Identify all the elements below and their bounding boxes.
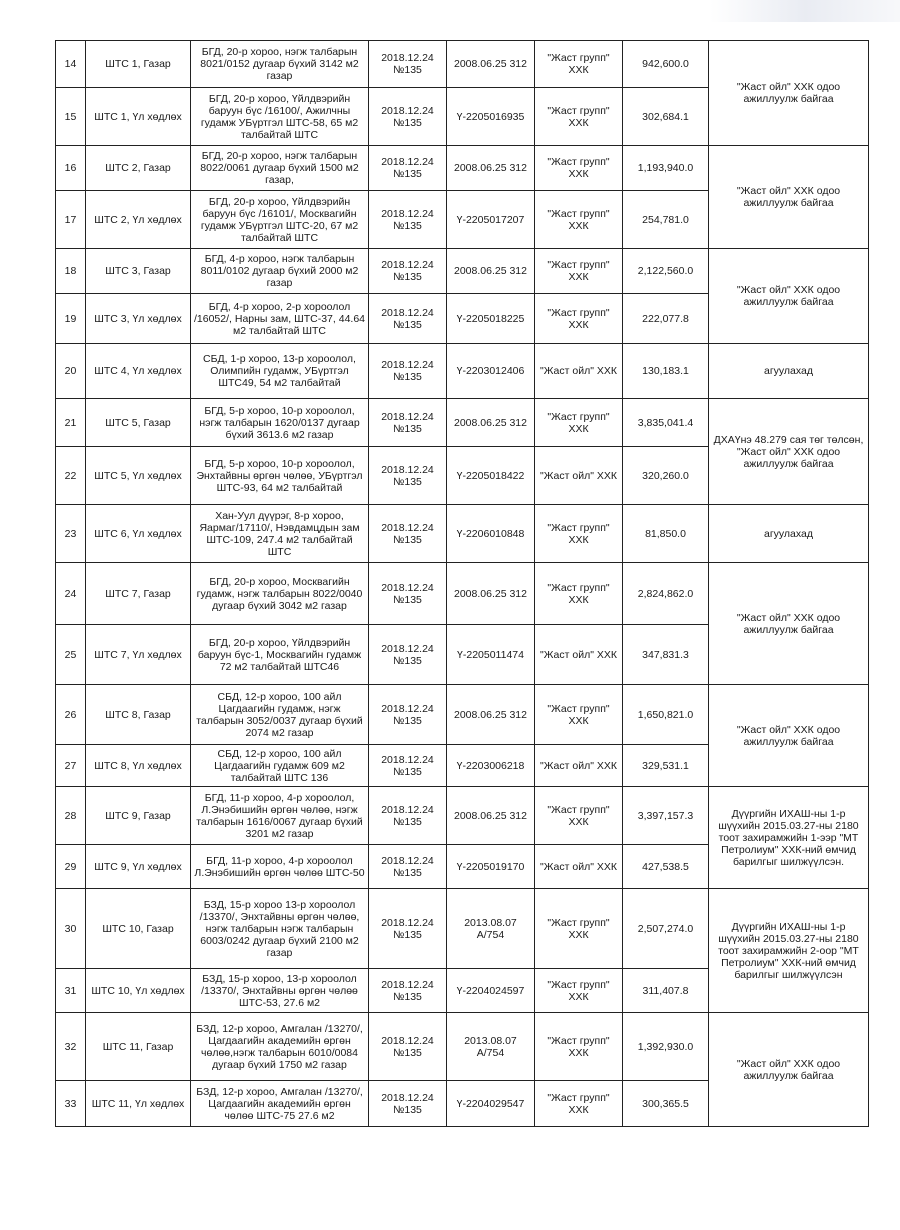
reference-cell: Ү-2205018225	[447, 294, 535, 344]
reference-cell: 2008.06.25 312	[447, 249, 535, 294]
reference-cell: 2013.08.07 А/754	[447, 1013, 535, 1081]
owner-cell: "Жаст ойл" ХХК	[535, 447, 623, 505]
table-row	[56, 685, 869, 745]
date-cell: 2018.12.24 №135	[369, 344, 447, 399]
address-cell: БГД, 20-р хороо, Москвагийн гудамж, нэгж талбарын 8022/0040 дугаар бүхий 3042 м2 газар	[191, 563, 369, 625]
row-number: 22	[56, 447, 86, 505]
date-cell: 2018.12.24 №135	[369, 889, 447, 969]
station-name: ШТС 3, Үл хөдлөх	[86, 294, 191, 344]
reference-cell: 2013.08.07 А/754	[447, 889, 535, 969]
owner-cell: "Жаст ойл" ХХК	[535, 625, 623, 685]
date-cell: 2018.12.24 №135	[369, 787, 447, 845]
amount-cell: 1,650,821.0	[623, 685, 709, 745]
row-number: 15	[56, 88, 86, 146]
row-number: 23	[56, 505, 86, 563]
date-cell: 2018.12.24 №135	[369, 146, 447, 191]
amount-cell: 3,835,041.4	[623, 399, 709, 447]
reference-cell: Ү-2206010848	[447, 505, 535, 563]
reference-cell: Ү-2205019170	[447, 845, 535, 889]
row-number: 26	[56, 685, 86, 745]
station-name: ШТС 5, Газар	[86, 399, 191, 447]
date-cell: 2018.12.24 №135	[369, 41, 447, 88]
address-cell: БГД, 11-р хороо, 4-р хороолол Л.Энэбишийн өргөн чөлөө ШТС-50	[191, 845, 369, 889]
owner-cell: "Жаст групп" ХХК	[535, 685, 623, 745]
row-number: 31	[56, 969, 86, 1013]
row-number: 21	[56, 399, 86, 447]
table-row	[56, 344, 869, 399]
address-cell: СБД, 12-р хороо, 100 айл Цагдаагийн гудамж, нэгж талбарын 3052/0037 дугаар бүхий 2074 м2 газар	[191, 685, 369, 745]
station-name: ШТС 5, Үл хөдлөх	[86, 447, 191, 505]
amount-cell: 2,507,274.0	[623, 889, 709, 969]
reference-cell: Ү-2203012406	[447, 344, 535, 399]
row-number: 18	[56, 249, 86, 294]
date-cell: 2018.12.24 №135	[369, 1081, 447, 1127]
amount-cell: 300,365.5	[623, 1081, 709, 1127]
date-cell: 2018.12.24 №135	[369, 969, 447, 1013]
station-name: ШТС 7, Үл хөдлөх	[86, 625, 191, 685]
table-row	[56, 563, 869, 625]
address-cell: СБД, 12-р хороо, 100 айл Цагдаагийн гудамж 609 м2 талбайтай ШТС 136	[191, 745, 369, 787]
station-name: ШТС 6, Үл хөдлөх	[86, 505, 191, 563]
amount-cell: 302,684.1	[623, 88, 709, 146]
note-cell: ДХАҮнэ 48.279 сая төг төлсөн, "Жаст ойл" ХХК одоо ажиллуулж байгаа	[709, 399, 869, 505]
owner-cell: "Жаст групп" ХХК	[535, 889, 623, 969]
reference-cell: 2008.06.25 312	[447, 41, 535, 88]
station-name: ШТС 8, Газар	[86, 685, 191, 745]
date-cell: 2018.12.24 №135	[369, 447, 447, 505]
note-cell: "Жаст ойл" ХХК одоо ажиллуулж байгаа	[709, 41, 869, 146]
address-cell: БГД, 20-р хороо, нэгж талбарын 8022/0061 дугаар бүхий 1500 м2 газар,	[191, 146, 369, 191]
station-name: ШТС 7, Газар	[86, 563, 191, 625]
owner-cell: "Жаст групп" ХХК	[535, 1081, 623, 1127]
scan-smudge	[710, 0, 900, 22]
station-name: ШТС 9, Газар	[86, 787, 191, 845]
owner-cell: "Жаст групп" ХХК	[535, 191, 623, 249]
reference-cell: Ү-2205018422	[447, 447, 535, 505]
address-cell: БГД, 4-р хороо, 2-р хороолол /16052/, Нарны зам, ШТС-37, 44.64 м2 талбайтай ШТС	[191, 294, 369, 344]
station-name: ШТС 1, Газар	[86, 41, 191, 88]
owner-cell: "Жаст групп" ХХК	[535, 249, 623, 294]
amount-cell: 81,850.0	[623, 505, 709, 563]
owner-cell: "Жаст ойл" ХХК	[535, 845, 623, 889]
station-name: ШТС 1, Үл хөдлөх	[86, 88, 191, 146]
amount-cell: 2,122,560.0	[623, 249, 709, 294]
date-cell: 2018.12.24 №135	[369, 505, 447, 563]
note-cell: "Жаст ойл" ХХК одоо ажиллуулж байгаа	[709, 685, 869, 787]
owner-cell: "Жаст групп" ХХК	[535, 969, 623, 1013]
station-name: ШТС 9, Үл хөдлөх	[86, 845, 191, 889]
amount-cell: 942,600.0	[623, 41, 709, 88]
date-cell: 2018.12.24 №135	[369, 249, 447, 294]
reference-cell: 2008.06.25 312	[447, 399, 535, 447]
date-cell: 2018.12.24 №135	[369, 625, 447, 685]
amount-cell: 329,531.1	[623, 745, 709, 787]
note-cell: Дүүргийн ИХАШ-ны 1-р шүүхийн 2015.03.27-ны 2180 тоот захирамжийн 2-оор "МТ Петролиум" ХХК-ний өмчид барилгыг шилжүүлсэн	[709, 889, 869, 1013]
reference-cell: 2008.06.25 312	[447, 563, 535, 625]
row-number: 25	[56, 625, 86, 685]
date-cell: 2018.12.24 №135	[369, 563, 447, 625]
date-cell: 2018.12.24 №135	[369, 399, 447, 447]
table-row	[56, 249, 869, 294]
reference-cell: 2008.06.25 312	[447, 685, 535, 745]
amount-cell: 347,831.3	[623, 625, 709, 685]
amount-cell: 320,260.0	[623, 447, 709, 505]
reference-cell: 2008.06.25 312	[447, 787, 535, 845]
address-cell: БЗД, 15-р хороо 13-р хороолол /13370/, Энхтайвны өргөн чөлөө, нэгж талбарын нэгж талбарын 6003/0242 дугаар бүхий 2100 м2 газар	[191, 889, 369, 969]
amount-cell: 311,407.8	[623, 969, 709, 1013]
owner-cell: "Жаст групп" ХХК	[535, 88, 623, 146]
address-cell: Хан-Уул дүүрэг, 8-р хороо, Яармаг/17110/, Нэвдамцдын зам ШТС-109, 247.4 м2 талбайтай ШТС	[191, 505, 369, 563]
reference-cell: Ү-2205016935	[447, 88, 535, 146]
station-name: ШТС 11, Газар	[86, 1013, 191, 1081]
table-row	[56, 41, 869, 88]
row-number: 20	[56, 344, 86, 399]
station-name: ШТС 4, Үл хөдлөх	[86, 344, 191, 399]
table-row	[56, 889, 869, 969]
station-name: ШТС 2, Газар	[86, 146, 191, 191]
owner-cell: "Жаст групп" ХХК	[535, 399, 623, 447]
address-cell: БГД, 4-р хороо, нэгж талбарын 8011/0102 дугаар бүхий 2000 м2 газар	[191, 249, 369, 294]
reference-cell: Ү-2203006218	[447, 745, 535, 787]
address-cell: БГД, 5-р хороо, 10-р хороолол, нэгж талбарын 1620/0137 дугаар бүхий 3613.6 м2 газар	[191, 399, 369, 447]
row-number: 28	[56, 787, 86, 845]
row-number: 17	[56, 191, 86, 249]
row-number: 24	[56, 563, 86, 625]
note-cell: агуулахад	[709, 505, 869, 563]
owner-cell: "Жаст групп" ХХК	[535, 41, 623, 88]
amount-cell: 427,538.5	[623, 845, 709, 889]
amount-cell: 3,397,157.3	[623, 787, 709, 845]
row-number: 30	[56, 889, 86, 969]
amount-cell: 254,781.0	[623, 191, 709, 249]
address-cell: БГД, 11-р хороо, 4-р хороолол, Л.Энэбишийн өргөн чөлөө, нэгж талбарын 1616/0067 дугаар бүхий 3201 м2 газар	[191, 787, 369, 845]
station-name: ШТС 11, Үл хөдлөх	[86, 1081, 191, 1127]
table-row	[56, 146, 869, 191]
owner-cell: "Жаст групп" ХХК	[535, 505, 623, 563]
row-number: 29	[56, 845, 86, 889]
reference-cell: Ү-2204024597	[447, 969, 535, 1013]
date-cell: 2018.12.24 №135	[369, 191, 447, 249]
reference-cell: Ү-2204029547	[447, 1081, 535, 1127]
note-cell: "Жаст ойл" ХХК одоо ажиллуулж байгаа	[709, 563, 869, 685]
station-name: ШТС 3, Газар	[86, 249, 191, 294]
amount-cell: 130,183.1	[623, 344, 709, 399]
row-number: 27	[56, 745, 86, 787]
address-cell: БЗД, 12-р хороо, Амгалан /13270/, Цагдаагийн академийн өргөн чөлөө,нэгж талбарын 6010/0084 дугаар бүхий 1750 м2 газар	[191, 1013, 369, 1081]
note-cell: "Жаст ойл" ХХК одоо ажиллуулж байгаа	[709, 146, 869, 249]
owner-cell: "Жаст групп" ХХК	[535, 787, 623, 845]
owner-cell: "Жаст групп" ХХК	[535, 294, 623, 344]
table-row	[56, 787, 869, 845]
date-cell: 2018.12.24 №135	[369, 845, 447, 889]
date-cell: 2018.12.24 №135	[369, 745, 447, 787]
address-cell: СБД, 1-р хороо, 13-р хороолол, Олимпийн гудамж, УБүртгэл ШТС49, 54 м2 талбайтай	[191, 344, 369, 399]
station-name: ШТС 10, Үл хөдлөх	[86, 969, 191, 1013]
table-row	[56, 399, 869, 447]
date-cell: 2018.12.24 №135	[369, 88, 447, 146]
amount-cell: 1,193,940.0	[623, 146, 709, 191]
reference-cell: 2008.06.25 312	[447, 146, 535, 191]
amount-cell: 2,824,862.0	[623, 563, 709, 625]
note-cell: агуулахад	[709, 344, 869, 399]
note-cell: Дүүргийн ИХАШ-ны 1-р шүүхийн 2015.03.27-ны 2180 тоот захирамжийн 1-ээр "МТ Петролиум" ХХК-ний өмчид барилгыг шилжүүлсэн.	[709, 787, 869, 889]
amount-cell: 222,077.8	[623, 294, 709, 344]
owner-cell: "Жаст групп" ХХК	[535, 563, 623, 625]
station-name: ШТС 2, Үл хөдлөх	[86, 191, 191, 249]
date-cell: 2018.12.24 №135	[369, 294, 447, 344]
address-cell: БГД, 20-р хороо, Үйлдвэрийн баруун бүс /16100/, Ажилчны гудамж УБүртгэл ШТС-58, 65 м2 талбайтай ШТС	[191, 88, 369, 146]
owner-cell: "Жаст групп" ХХК	[535, 1013, 623, 1081]
address-cell: БГД, 20-р хороо, Үйлдвэрийн баруун бүс /16101/, Москвагийн гудамж УБүртгэл ШТС-20, 67 м2 талбайтай ШТС	[191, 191, 369, 249]
table-row	[56, 505, 869, 563]
reference-cell: Ү-2205017207	[447, 191, 535, 249]
station-name: ШТС 8, Үл хөдлөх	[86, 745, 191, 787]
address-cell: БЗД, 12-р хороо, Амгалан /13270/, Цагдаагийн академийн өргөн чөлөө ШТС-75 27.6 м2	[191, 1081, 369, 1127]
row-number: 14	[56, 41, 86, 88]
owner-cell: "Жаст групп" ХХК	[535, 146, 623, 191]
note-cell: "Жаст ойл" ХХК одоо ажиллуулж байгаа	[709, 249, 869, 344]
address-cell: БГД, 5-р хороо, 10-р хороолол, Энхтайвны өргөн чөлөө, УБүртгэл ШТС-93, 64 м2 талбайтай	[191, 447, 369, 505]
reference-cell: Ү-2205011474	[447, 625, 535, 685]
table-row	[56, 1013, 869, 1081]
address-cell: БЗД, 15-р хороо, 13-р хороолол /13370/, Энхтайвны өргөн чөлөө ШТС-53, 27.6 м2	[191, 969, 369, 1013]
note-cell: "Жаст ойл" ХХК одоо ажиллуулж байгаа	[709, 1013, 869, 1127]
owner-cell: "Жаст ойл" ХХК	[535, 344, 623, 399]
row-number: 33	[56, 1081, 86, 1127]
station-name: ШТС 10, Газар	[86, 889, 191, 969]
address-cell: БГД, 20-р хороо, Үйлдвэрийн баруун бүс-1, Москвагийн гудамж 72 м2 талбайтай ШТС46	[191, 625, 369, 685]
date-cell: 2018.12.24 №135	[369, 685, 447, 745]
row-number: 32	[56, 1013, 86, 1081]
owner-cell: "Жаст ойл" ХХК	[535, 745, 623, 787]
amount-cell: 1,392,930.0	[623, 1013, 709, 1081]
row-number: 19	[56, 294, 86, 344]
row-number: 16	[56, 146, 86, 191]
property-table	[55, 40, 869, 1127]
address-cell: БГД, 20-р хороо, нэгж талбарын 8021/0152 дугаар бүхий 3142 м2 газар	[191, 41, 369, 88]
date-cell: 2018.12.24 №135	[369, 1013, 447, 1081]
